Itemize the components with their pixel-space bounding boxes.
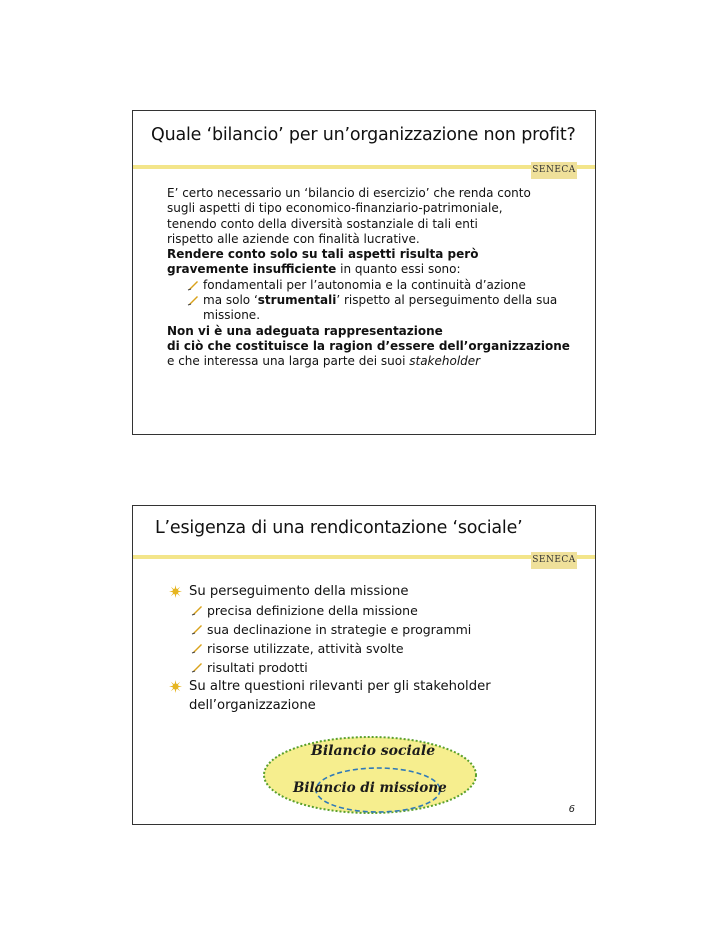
page-number: 6 [568,804,575,815]
sub-bullet [169,639,569,658]
text-fragment: ’ rispetto al perseguimento della sua [336,293,558,308]
sub-bullet-text: fondamentali per l’autonomia e la continuità d’azione [203,277,526,292]
slide-title: L’esigenza di una rendicontazione ‘sociale’ [155,518,523,538]
sub-bullet [169,658,569,677]
bullet-item [169,582,569,601]
quill-bullet-icon [191,624,203,635]
bullet-text: Su altre questioni rilevanti per gli stakeholder [189,679,491,694]
text-fragment: e che interessa una larga parte dei suoi [167,354,410,369]
quill-bullet-icon [191,643,203,654]
slide-title: Quale ‘bilancio’ per un’organizzazione non profit? [151,125,576,145]
bullet-text: Su perseguimento della missione [189,584,409,599]
seneca-logo: SENECA [531,552,577,569]
sunburst-bullet-icon [169,585,182,598]
text-line: rispetto alle aziende con finalità lucrative. [167,231,420,246]
text-line [167,354,577,369]
text-line: Rendere conto solo su tali aspetti risulta però [167,247,479,262]
text-line: tenendo conto della diversità sostanziale di tali enti [167,216,478,231]
bullet-text: dell’organizzazione [189,698,316,713]
bullet-item [169,677,569,715]
text-line: Non vi è una adeguata rappresentazione [167,323,443,338]
text-line: E’ certo necessario un ‘bilancio di esercizio’ che renda conto [167,186,531,200]
text-line [167,262,577,277]
slide-1 [132,110,596,435]
sub-bullet-text: precisa definizione della missione [207,603,418,618]
sub-bullet [169,601,569,620]
text-line: di ciò che costituisce la ragion d’essere dell’organizzazione [167,338,570,353]
sub-bullet-continuation: missione. [203,308,261,323]
italic-phrase: stakeholder [409,354,481,369]
text-fragment: in quanto essi sono: [336,262,461,277]
sub-bullet [169,620,569,639]
bold-phrase: gravemente insufficiente [167,262,337,277]
sub-bullet [167,278,577,293]
text-line: sugli aspetti di tipo economico-finanziario-patrimoniale, [167,201,503,216]
slide-body [169,582,569,715]
sub-bullet [167,293,577,308]
slide-2 [132,505,596,825]
quill-bullet-icon [187,295,199,306]
slide-body [167,186,577,370]
bilancio-missione-label: Bilancio di missione [293,780,447,796]
bilancio-sociale-label: Bilancio sociale [311,743,436,759]
sub-bullet-text: sua declinazione in strategie e programmi [207,622,472,637]
text-fragment: ma solo ‘ [203,293,258,308]
sub-bullet-text: risultati prodotti [207,660,308,675]
quill-bullet-icon [187,280,199,291]
quill-bullet-icon [191,605,203,616]
title-underline [133,165,595,169]
sunburst-bullet-icon [169,680,182,693]
seneca-logo: SENECA [531,162,577,179]
title-underline [133,555,595,559]
quill-bullet-icon [191,662,203,673]
sub-bullet-text: risorse utilizzate, attività svolte [207,641,404,656]
bold-phrase: strumentali [257,293,337,308]
